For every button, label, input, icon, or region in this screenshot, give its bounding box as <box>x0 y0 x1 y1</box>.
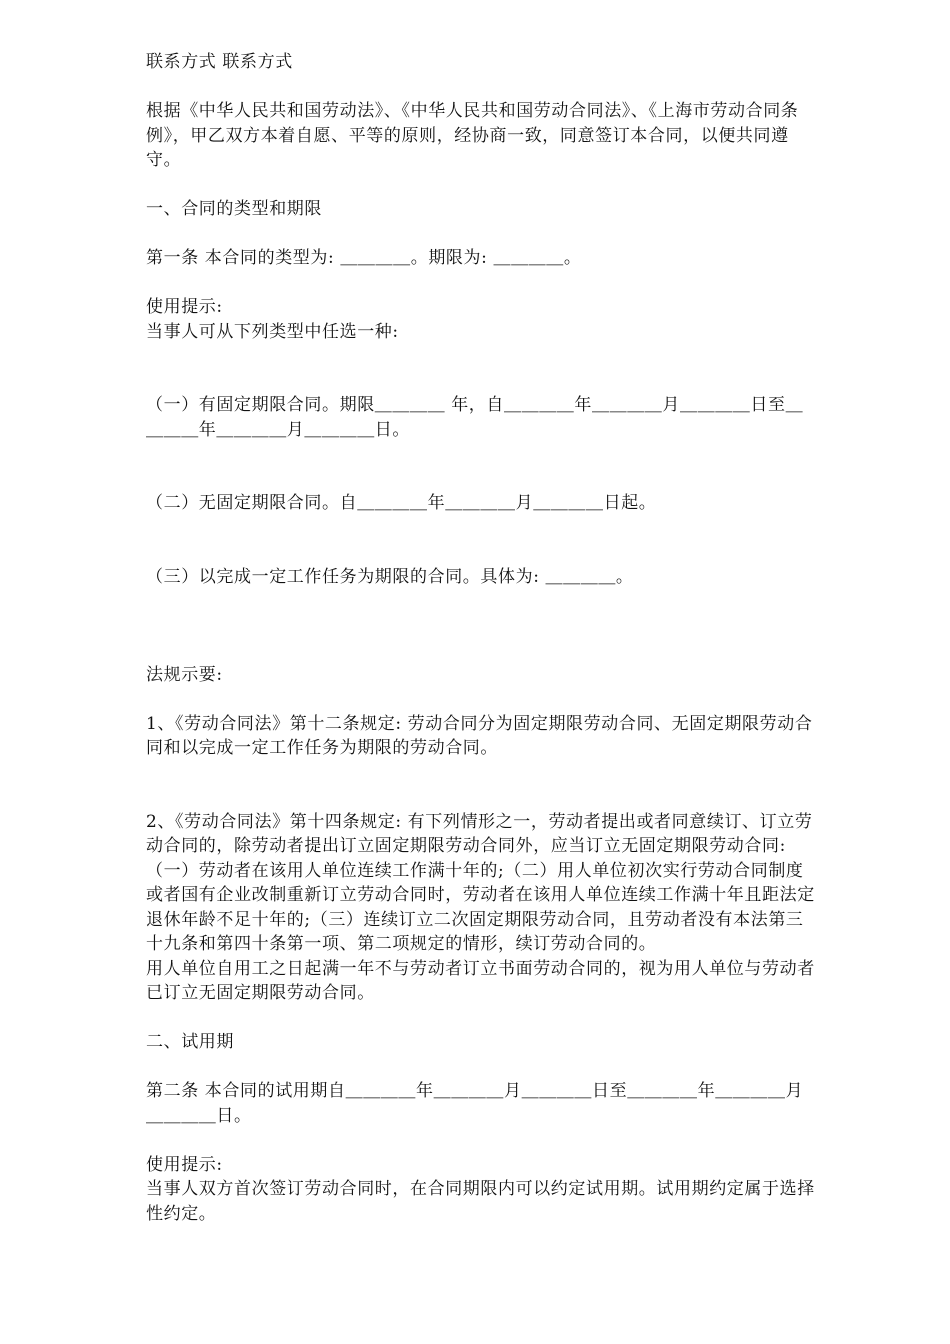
contact-line: 联系方式 联系方式 <box>146 52 293 72</box>
law-article-12: 1、《劳动合同法》第十二条规定: 劳动合同分为固定期限劳动合同、无固定期限劳动合同和以完成一定工作任务为期限的劳动合同。 <box>146 713 813 758</box>
article2-text: 第二条 本合同的试用期自＿＿＿＿年＿＿＿＿月＿＿＿＿日至＿＿＿＿年＿＿＿＿月＿＿＿＿日。 <box>146 1081 804 1126</box>
section2-heading: 二、试用期 <box>146 1032 234 1052</box>
section2-tip-text: 当事人双方首次签订劳动合同时，在合同期限内可以约定试用期。试用期约定属于选择性约定。 <box>146 1179 815 1224</box>
law-article-14-continued: 用人单位自用工之日起满一年不与劳动者订立书面劳动合同的，视为用人单位与劳动者已订立无固定期限劳动合同。 <box>146 958 815 1003</box>
section1-tip-text: 当事人可从下列类型中任选一种: <box>146 321 399 342</box>
law-article-14: 2、《劳动合同法》第十四条规定: 有下列情形之一，劳动者提出或者同意续订、订立劳动合同的，除劳动者提出订立固定期限劳动合同外，应当订立无固定期限劳动合同:（一）劳动者在该用人单位连续工作满十年的;（二）用人单位初次实行劳动合同制度或者国有企业改制重新订立劳动合同时，劳动者在该用人单位连续工作满十年且距法定退休年龄不足十年的;（三）连续订立二次固定期限劳动合同，且劳动者没有本法第三十九条和第四十条第一项、第二项规定的情形，续订劳动合同的。 <box>146 811 815 954</box>
section2-tip-label: 使用提示: <box>146 1154 223 1175</box>
contract-option-task-based: （三）以完成一定工作任务为期限的合同。具体为: ＿＿＿＿。 <box>146 566 634 587</box>
contract-option-open-ended: （二）无固定期限合同。自＿＿＿＿年＿＿＿＿月＿＿＿＿日起。 <box>146 493 657 513</box>
contract-page <box>146 50 816 1226</box>
section1-heading: 一、合同的类型和期限 <box>146 199 322 219</box>
law-summary-label: 法规示要: <box>146 664 223 685</box>
contract-option-fixed-term: （一）有固定期限合同。期限＿＿＿＿ 年，自＿＿＿＿年＿＿＿＿月＿＿＿＿日至＿＿＿＿年＿＿＿＿月＿＿＿＿日。 <box>146 395 804 440</box>
section1-tip-label: 使用提示: <box>146 297 223 317</box>
article1-text: 第一条 本合同的类型为: ＿＿＿＿。期限为: ＿＿＿＿。 <box>146 248 582 268</box>
intro-paragraph: 根据《中华人民共和国劳动法》、《中华人民共和国劳动合同法》、《上海市劳动合同条例》，甲乙双方本着自愿、平等的原则，经协商一致，同意签订本合同，以便共同遵守。 <box>146 101 799 170</box>
